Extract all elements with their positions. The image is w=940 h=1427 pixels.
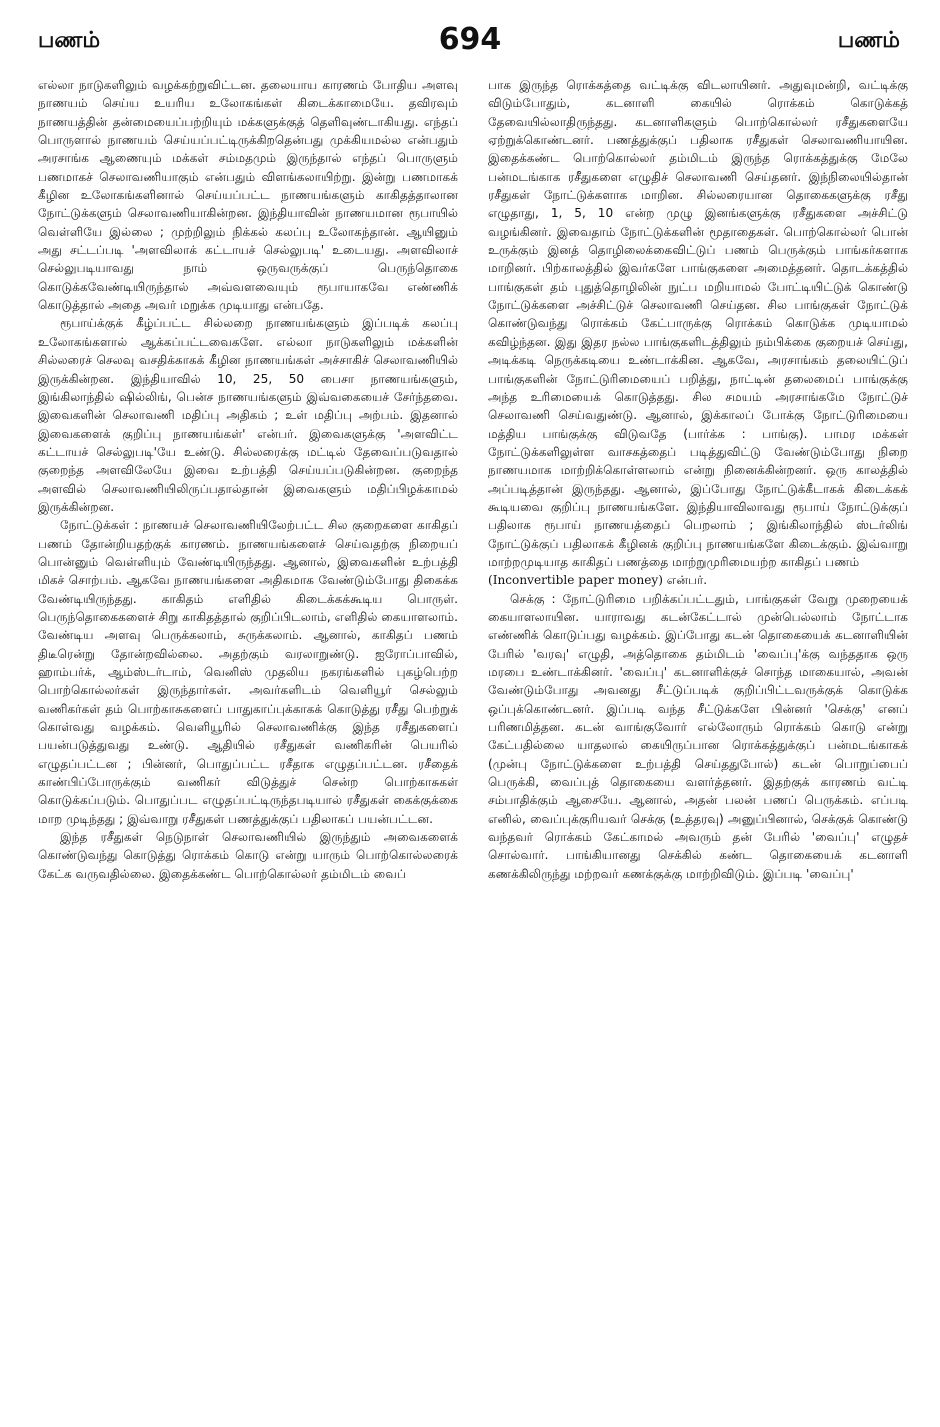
paragraph: இந்த ரசீதுகள் நெடுநாள் செலாவணியில் இருந்தும் அவைகளைக் கொண்டுவந்து கொடுத்து ரொக்கம் கொடு என்று யாரும் பொற்கொல்லரைக் கேட்க வருவதில்லை. இதைக்கண்ட பொற்கொல்லர் தம்மிடம் வைப் bbox=[38, 830, 458, 881]
paragraph: நோட்டுக்கள் : நாணயச் செலாவணியிலேற்பட்ட சில குறைகளை காகிதப் பணம் தோன்றியதற்குக் காரணம். நாணயங்களைச் செய்வதற்கு நிறையப் பொன்னும் வெள்ளியும் வேண்டியிருந்தது. ஆனால், இவைகளின் உற்பத்தி மிகச் சொற்பம். ஆகவே நாணயங்களை அதிகமாக வேண்டும்போது திகைக்க வேண்டியிருந்தது. காகிதம் எளிதில் கிடைக்கக்கூடிய பொருள். பெருந்தொகைகளைச் சிறு காகிதத்தால் குறிப்பிடலாம், எளிதில் கையாளலாம். வேண்டிய அளவு பெருக்கலாம், சுருக்கலாம். ஆனால், காகிதப் பணம் திடீரென்று தோன்றவில்லை. அதற்கும் வரலாறுண்டு. ஐரோப்பாவில், ஹாம்பர்க், ஆம்ஸ்டர்டாம், வெனிஸ் முதலிய நகரங்களில் புகழ்பெற்ற பொற்கொல்லர்கள் இருந்தார்கள். அவர்களிடம் வெளியூர் செல்லும் வணிகர்கள் தம் பொற்காசுகளைப் பாதுகாப்புக்காகக் கொடுத்து ரசீது பெற்றுக் கொள்வது வழக்கம். வெளியூரில் செலாவணிக்கு இந்த ரசீதுகளைப் பயன்படுத்துவது உண்டு. ஆதியில் ரசீதுகள் வணிகரின் பெயரில் எழுதப்பட்டன ; பின்னர், பொதுப்பட்ட ரசீதாக எழுதப்பட்டன. ரசீதைக் காண்பிப்போருக்கும் வணிகர் விடுத்துச் சென்ற பொற்காசுகள் கொடுக்கப்படும். பொதுப்பட எழுதப்பட்டிருந்தபடியால் ரசீதுகள் கைக்குக்கை மாற முடிந்தது ; இவ்வாறு ரசீதுகள் பணத்துக்குப் பதிலாகப் பயன்பட்டன. bbox=[38, 518, 458, 826]
paragraph: ரூபாய்க்குக் கீழ்ப்பட்ட சில்லறை நாணயங்களும் இப்படிக் கலப்பு உலோகங்களால் ஆக்கப்பட்டவைகளே. எல்லா நாடுகளிலும் மக்களின் சில்லரைச் செலவு வசதிக்காகக் கீழின நாணயங்கள் அச்சாகிச் செலாவணியில் இருக்கின்றன. இந்தியாவில் 10, 25, 50 பைசா நாணயங்களும், இங்கிலாந்தில் ஷில்லிங், பென்ச நாணயங்களும் இவ்வகையைச் சேர்ந்தவை. இவைகளின் செலாவணி மதிப்பு அதிகம் ; உள் மதிப்பு அற்பம். இதனால் இவைகளைக் குறிப்பு நாணயங்கள்' என்பர். இவைகளுக்கு 'அளவிட்ட கட்டாயச் செல்லுபடி'யே உண்டு. சில்லரைக்கு மட்டில் தேவைப்படுவதால் குறைந்த அளவிலேயே இவை உற்பத்தி செய்யப்படுகின்றன. குறைந்த அளவில் செலாவணியிலிருப்பதால்தான் இவைகளும் மதிப்பிழக்காமல் இருக்கின்றன. bbox=[38, 316, 458, 514]
running-head-left: பணம் bbox=[38, 28, 101, 53]
paragraph: செக்கு : நோட்டுரிமை பறிக்கப்பட்டதும், பாங்குகள் வேறு முறையைக் கையாளலாயின. யாராவது கடன்கேட்டால் முன்பெல்லாம் நோட்டாக எண்ணிக் கொடுப்பது வழக்கம். இப்போது கடன் தொகையைக் கடனாளியின் பேரில் 'வரவு' எழுதி, அத்தொகை தம்மிடம் 'வைப்பு'க்கு வந்ததாக ஒரு மரபை உண்டாக்கினர். 'வைப்பு' கடனாளிக்குச் சொந்த மாகையால், அவன் வேண்டும்போது அவனது சீட்டுப்படிக் குறிப்பிட்டவருக்குக் கொடுக்க ஒப்புக்கொண்டனர். இப்படி வந்த சீட்டுக்களே பின்னர் 'செக்கு' எனப் பரிணமித்தன. கடன் வாங்குவோர் எல்லோரும் ரொக்கம் கொடு என்று கேட்பதில்லை யாதலால் கையிருப்பான ரொக்கத்துக்குப் பன்மடங்காகக் (முன்பு நோட்டுக்களை உற்பத்தி செய்ததுபோல்) கடன் பொறுப்பைப் பெருக்கி, வைப்புத் தொகையை வளர்த்தனர். இதற்குக் காரணம் வட்டி சம்பாதிக்கும் ஆசையே. ஆனால், அதன் பலன் பணப் பெருக்கம். எப்படி எனில், வைப்புக்குரியவர் செக்கு (உத்தரவு) அனுப்பினால், செக்குக் கொண்டு வந்தவர் ரொக்கம் கேட்காமல் அவரும் தன் பேரில் 'வைப்பு' எழுதச் சொல்வார். பாங்கியானது செக்கில் கண்ட தொகையைக் கடனாளி கணக்கிலிருந்து மற்றவர் கணக்குக்கு மாற்றிவிடும். இப்படி 'வைப்பு' bbox=[488, 591, 908, 881]
running-head-right: பணம் bbox=[837, 28, 900, 53]
paragraph: எல்லா நாடுகளிலும் வழக்கற்றுவிட்டன. தலையாய காரணம் போதிய அளவு நாணயம் செய்ய உயரிய உலோகங்கள் கிடைக்காமையே. தவிரவும் நாணயத்தின் தன்மையைப்பற்றியும் மக்களுக்குத் தெளிவுண்டாகியது. எந்தப் பொருளால் நாணயம் செய்யப்பட்டிருக்கிறதென்பது முக்கியமல்ல என்பதும் அரசாங்க ஆணையும் மக்கள் சம்மதமும் இருந்தால் எந்தப் பொருளும் பணமாகச் செலாவணியாகும் என்பதும் விளங்கலாயிற்று. இன்று பணமாகக் கீழின உலோகங்களினால் செய்யப்பட்ட நாணயங்களும் காகிதத்தாலான நோட்டுக்களும் செலாவணியாகின்றன. இந்தியாவின் நாணயமான ரூபாயில் வெள்ளியே இல்லை ; முற்றிலும் நிக்கல் கலப்பு உலோகந்தான். ஆயினும் அது சட்டப்படி 'அளவிலாக் கட்டாயச் செல்லுபடி' உடையது. அளவிலாச் செல்லுபடியாவது நாம் ஒருவருக்குப் பெருந்தொகை கொடுக்கவேண்டியிருந்தால் அவ்வளவையும் ரூபாயாகவே எண்ணிக் கொடுத்தால் அதை அவர் மறுக்க முடியாது என்பதே. bbox=[38, 78, 458, 313]
paragraph: பாக இருந்த ரொக்கத்தை வட்டிக்கு விடலாயினர். அதுவுமன்றி, வட்டிக்கு விடும்போதும், கடனாளி கையில் ரொக்கம் கொடுக்கத் தேவையில்லாதிருந்தது. கடனாளிகளும் பொற்கொல்லர் ரசீதுகளையே ஏற்றுக்கொண்டனர். பணத்துக்குப் பதிலாக ரசீதுகள் செலாவணியாயின. இதைக்கண்ட பொற்கொல்லர் தம்மிடம் இருந்த ரொக்கத்துக்கு மேலே பன்மடங்காக ரசீதுகளை எழுதிச் செலாவணி செய்தனர். இந்நிலையில்தான் ரசீதுகள் நோட்டுக்களாக மாறின. சில்லரையான தொகைகளுக்கு ரசீது எழுதாது, 1, 5, 10 என்ற முழு இனங்களுக்கு ரசீதுகளை அச்சிட்டு வழங்கினர். இவைதாம் நோட்டுக்களின் மூதாதைகள். பொற்கொல்லர் பொன் உருக்கும் இனத் தொழிலைக்கைவிட்டுப் பணம் பெருக்கும் பாங்கர்களாக மாறினர். பிற்காலத்தில் இவர்களே பாங்குகளை அமைத்தனர். தொடக்கத்தில் பாங்குகள் தம் புதுத்தொழிலின் நுட்ப மறியாமல் போட்டியிட்டுக் கொண்டு நோட்டுக்களை அச்சிட்டுச் செலாவணி செய்தன. சில பாங்குகள் நோட்டுக் கொண்டுவந்து ரொக்கம் கேட்பாருக்கு ரொக்கம் கொடுக்க முடியாமல் கவிழ்ந்தன. இது இதர நல்ல பாங்குகளிடத்திலும் நம்பிக்கை குறையச் செய்து, அடிக்கடி நெருக்கடியை உண்டாக்கின. ஆகவே, அரசாங்கம் தலையிட்டுப் பாங்குகளின் நோட்டுரிமையைப் பறித்து, நாட்டின் தலைமைப் பாங்குக்கு அந்த உரிமையைக் கொடுத்தது. சில சமயம் அரசாங்கமே நோட்டுச் செலாவணி செய்வதுண்டு. ஆனால், இக்காலப் போக்கு நோட்டுரிமையை மத்திய பாங்குக்கு விடுவதே (பார்க்க : பாங்கு). பாமர மக்கள் நோட்டுக்களிலுள்ள வாசகத்தைப் படித்துவிட்டு வேண்டும்போது நிறை நாணயமாக மாற்றிக்கொள்ளலாம் என்று நினைக்கின்றனர். ஒரு காலத்தில் அப்படித்தான் இருந்தது. ஆனால், இப்போது நோட்டுக்கீடாகக் கிடைக்கக் கூடியவை குறிப்பு நாணயங்களே. இந்தியாவிலாவது ரூபாய் நோட்டுக்குப் பதிலாக ரூபாய் நாணயத்தைப் பெறலாம் ; இங்கிலாந்தில் ஸ்டர்லிங் நோட்டுக்குப் பதிலாகக் கீழினக் குறிப்பு நாணயங்களே கிடைக்கும். இவ்வாறு மாற்றமுடியாத காகிதப் பணத்தை மாற்றுமுரிமையற்ற காகிதப் பணம் bbox=[488, 78, 908, 569]
english-term: (Inconvertible paper money) என்பர். bbox=[488, 573, 708, 588]
page-number: 694 bbox=[438, 22, 502, 57]
right-column bbox=[488, 76, 908, 1406]
left-column bbox=[38, 76, 458, 1406]
page-header bbox=[0, 0, 940, 70]
